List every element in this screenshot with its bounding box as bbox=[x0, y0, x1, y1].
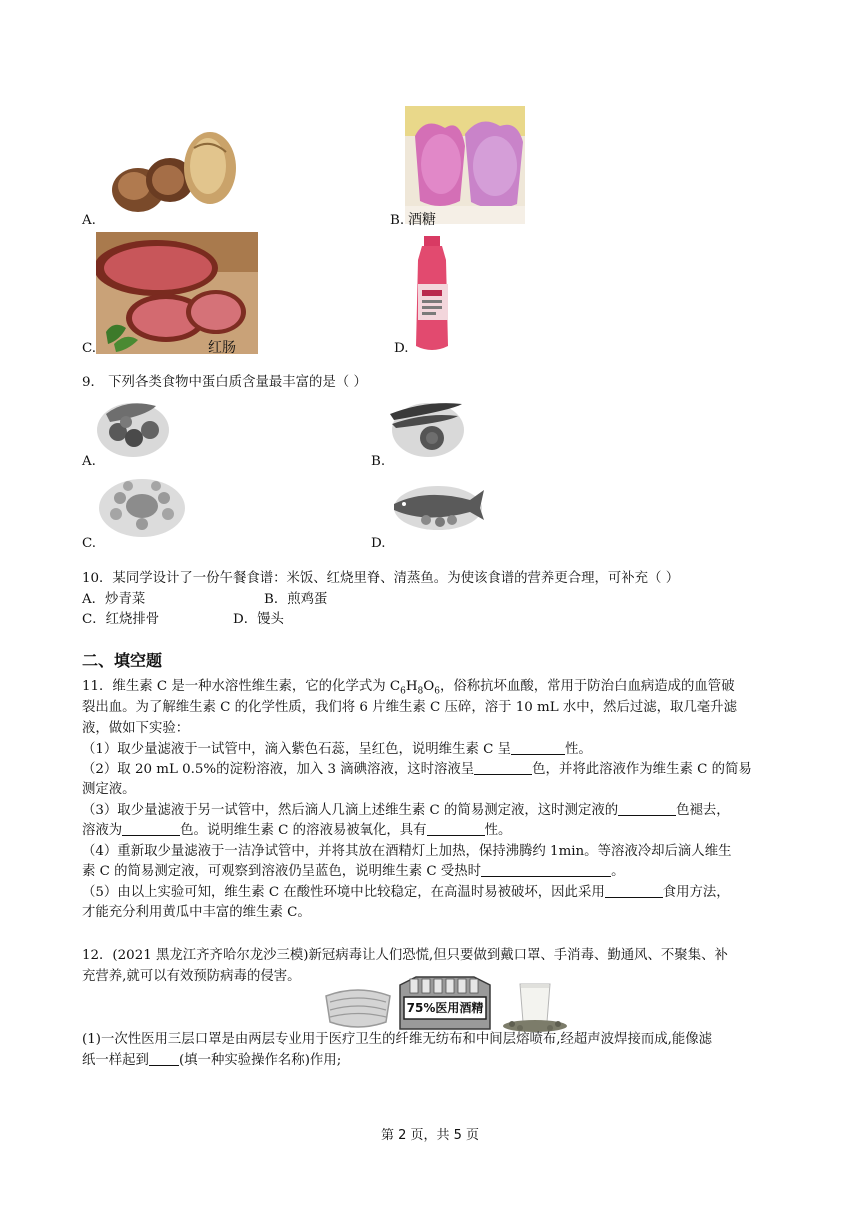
q11-part5: （5）由以上实验可知，维生素 C 在酸性环境中比较稳定，在高温时易被破坏，因此采用 食用方法， bbox=[82, 885, 730, 900]
q11-part1: （1）取少量滤液于一试管中，滴入紫色石蕊，呈红色，说明维生素 C 呈 性。 bbox=[82, 742, 592, 757]
q11-part4: （4）重新取少量滤液于一洁净试管中，并将其放在酒精灯上加热，保持沸腾约 1min。等溶液冷却后滴人维生 bbox=[82, 844, 732, 859]
q10-stem: 10．某同学设计了一份午餐食谱：米饭、红烧里脊、清蒸鱼。为使该食谱的营养更合理，可补充（ ） bbox=[82, 571, 680, 586]
q10-option-b: B．煎鸡蛋 bbox=[264, 592, 328, 607]
alcohol-box-image bbox=[398, 975, 492, 1031]
sausage-image bbox=[96, 232, 258, 354]
candy-image bbox=[405, 106, 525, 224]
answer-blank[interactable] bbox=[122, 822, 180, 836]
milk-and-soybeans-image bbox=[502, 982, 568, 1032]
q8-option-c-caption: 红肠 bbox=[208, 340, 236, 356]
answer-blank[interactable] bbox=[618, 802, 676, 816]
q8-option-d-letter: D. bbox=[394, 341, 409, 356]
q11-part2: （2）取 20 mL 0.5%的淀粉溶液，加入 3 滴碘溶液，这时溶液呈 色，并将此溶液作为维生素 C 的简易 bbox=[82, 762, 752, 777]
q11-intro-line1: 11．维生素 C 是一种水溶性维生素，它的化学式为 $C_6H_8O_6$，俗称抗坏血酸，常用于防治白血病造成的血管破 bbox=[82, 679, 735, 697]
bread-image bbox=[98, 128, 240, 226]
alcohol-box-label: 75%医用酒精 bbox=[406, 1001, 484, 1015]
q8-option-a-letter: A. bbox=[82, 213, 96, 228]
answer-blank[interactable] bbox=[427, 822, 485, 836]
q12-intro-line2: 充营养,就可以有效预防病毒的侵害。 bbox=[82, 969, 301, 984]
q11-intro-line2: 裂出血。为了解维生素 C 的化学性质，我们将 6 片维生素 C 压碎，溶于 10 mL 水中，然后过滤，取几毫升滤 bbox=[82, 700, 737, 715]
q11-intro-line3: 液，做如下实验： bbox=[82, 721, 190, 736]
q9-option-d: D. bbox=[371, 536, 386, 551]
q10-option-d: D．馒头 bbox=[233, 612, 284, 627]
q12-part1-line1: (1)一次性医用三层口罩是由两层专业用于医疗卫生的纤维无纺布和中间层熔喷布,经超声波焊接而成,能像滤 bbox=[82, 1032, 713, 1047]
q11-part4-cont: 素 C 的简易测定液，可观察到溶液仍呈蓝色，说明维生素 C 受热时 。 bbox=[82, 864, 625, 879]
bottled-drink-image bbox=[408, 236, 456, 354]
q12-intro-line1: 12．(2021 黑龙江齐齐哈尔龙沙三模)新冠病毒让人们恐慌,但只要做到戴口罩、手消毒、勤通风、不聚集、补 bbox=[82, 948, 728, 963]
q8-option-c-letter: C. bbox=[82, 341, 97, 356]
q10-option-a: A．炒青菜 bbox=[82, 592, 146, 607]
q12-part1-line2: 纸一样起到 (填一种实验操作名称)作用; bbox=[82, 1053, 342, 1068]
q9-option-c: C. bbox=[82, 536, 97, 551]
fruit-plate-image bbox=[96, 396, 170, 458]
vegetable-plate-image bbox=[386, 396, 466, 458]
fish-plate-image bbox=[386, 480, 486, 536]
section-title: 二、填空题 bbox=[82, 651, 163, 670]
q9-option-b: B. bbox=[371, 454, 386, 469]
answer-blank[interactable] bbox=[474, 761, 532, 775]
q9-stem: 9． 下列各类食物中蛋白质含量最丰富的是（ ） bbox=[82, 375, 367, 390]
q11-part3: （3）取少量滤液于另一试管中，然后滴人几滴上述维生素 C 的简易测定液，这时测定液的 色褪去， bbox=[82, 803, 730, 818]
q11-part3-cont: 溶液为 色。说明维生素 C 的溶液易被氧化，具有 性。 bbox=[82, 823, 512, 838]
page-footer: 第 2 页，共 5 页 bbox=[380, 1128, 480, 1143]
grain-plate-image bbox=[98, 476, 186, 538]
q9-option-a: A. bbox=[82, 454, 96, 469]
answer-blank[interactable] bbox=[511, 741, 565, 755]
q8-option-b-caption: 酒糖 bbox=[408, 212, 436, 228]
answer-blank[interactable] bbox=[149, 1052, 179, 1066]
answer-blank[interactable] bbox=[605, 884, 663, 898]
q11-part5-cont: 才能充分利用黄瓜中丰富的维生素 C。 bbox=[82, 905, 311, 920]
face-mask-image bbox=[322, 984, 394, 1032]
answer-blank[interactable] bbox=[481, 863, 611, 877]
q10-option-c: C．红烧排骨 bbox=[82, 612, 160, 627]
q8-option-b-letter: B. bbox=[390, 213, 405, 228]
q11-part2-cont: 测定液。 bbox=[82, 782, 136, 797]
